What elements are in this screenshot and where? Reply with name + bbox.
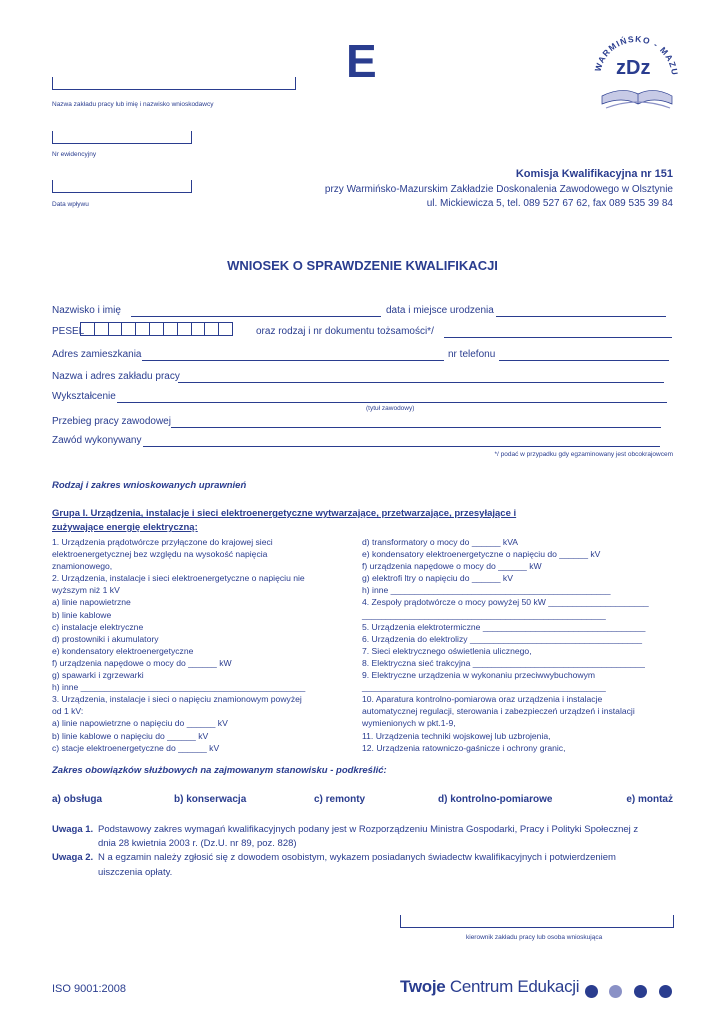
note-2-label: Uwaga 2. — [52, 852, 94, 863]
note-1-text-a: Podstawowy zakres wymagań kwalifikacyjnych podany jest w Rozporządzeniu Ministra Gospodarki, Pracy i Polityki Społecznej z — [98, 824, 639, 835]
list-item[interactable]: 12. Urządzenia ratowniczo-gaśnicze i ochrony granic, — [362, 742, 566, 753]
list-item[interactable]: b) linie kablowe o napięciu do ______ kV — [52, 730, 209, 741]
profession-label: Zawód wykonywany — [52, 435, 142, 446]
left-scope-list — [52, 536, 352, 754]
commission-line-1: przy Warmińsko-Mazurskim Zakładzie Doskonalenia Zawodowego w Olsztynie — [324, 184, 673, 195]
iso-label: ISO 9001:2008 — [52, 983, 127, 995]
received-date-field[interactable] — [52, 180, 192, 193]
brand-bold: Twoje — [400, 977, 446, 996]
list-item[interactable]: h) inne ______________________________________________ — [362, 585, 611, 596]
duties-heading: Zakres obowiązków służbowych na zajmowanym stanowisku - podkreślić: — [52, 765, 387, 776]
note-2-text-a: N a egzamin należy zgłosić się z dowodem osobistym, wykazem posiadanych świadectw kwalifikacyjnych i potwierdzeniem — [98, 852, 616, 863]
brand-dot-2 — [609, 985, 622, 998]
name-label: Nazwisko i imię — [52, 305, 121, 316]
brand-name — [400, 977, 579, 997]
list-item[interactable]: b) linie kablowe — [52, 609, 112, 620]
employer-label: Nazwa zakładu pracy lub imię i nazwisko wnioskodawcy — [52, 101, 214, 108]
signature-label: kierownik zakładu pracy lub osoba wnioskująca — [466, 934, 603, 941]
career-label: Przebieg pracy zawodowej — [52, 416, 171, 427]
duty-option-measurement[interactable]: d) kontrolno-pomiarowe — [438, 794, 553, 805]
id-document-label: oraz rodzaj i nr dokumentu tożsamości*/ — [256, 326, 434, 337]
record-number-label: Nr ewidencyjny — [52, 151, 97, 158]
note-1-label: Uwaga 1. — [52, 824, 94, 835]
list-item: wyższym niż 1 kV — [52, 585, 120, 596]
signature-field[interactable] — [400, 915, 674, 928]
duty-option-maintenance[interactable]: b) konserwacja — [174, 794, 247, 805]
logo-arc-text: WARMIŃSKO - MAZU — [592, 33, 681, 77]
address-field[interactable] — [142, 348, 444, 361]
brand-dot-1 — [585, 985, 598, 998]
list-item[interactable]: e) kondensatory elektroenergetyczne — [52, 645, 194, 656]
education-label: Wykształcenie — [52, 391, 116, 402]
commission-line-2: ul. Mickiewicza 5, tel. 089 527 67 62, fax 089 535 39 84 — [426, 198, 673, 209]
list-item[interactable]: a) linie napowietrzne — [52, 597, 131, 608]
address-label: Adres zamieszkania — [52, 349, 142, 360]
list-item[interactable]: c) stacje elektroenergetyczne do ______ kV — [52, 742, 220, 753]
list-item: ___________________________________________________ — [362, 609, 606, 620]
received-date-label: Data wpływu — [52, 201, 89, 208]
pesel-label: PESEL — [52, 326, 85, 337]
list-item[interactable]: f) urządzenia napędowe o mocy do ______ kW — [52, 657, 232, 668]
list-item: znamionowego, — [52, 561, 113, 572]
phone-field[interactable] — [499, 348, 669, 361]
list-item[interactable]: g) spawarki i zgrzewarki — [52, 670, 144, 681]
phone-label: nr telefonu — [448, 349, 496, 360]
foreigner-footnote: */ podać w przypadku gdy egzaminowany jest obcokrajowcem — [494, 451, 673, 458]
list-item[interactable]: 10. Aparatura kontrolno-pomiarowa oraz urządzenia i instalacje — [362, 694, 603, 705]
title-hint: (tytuł zawodowy) — [366, 405, 415, 412]
duty-option-assembly[interactable]: e) montaż — [626, 794, 673, 805]
list-item[interactable]: c) instalacje elektryczne — [52, 621, 144, 632]
note-1-text-b: dnia 28 kwietnia 2003 r. (Dz.U. nr 89, poz. 828) — [98, 838, 297, 849]
zdz-logo-graphic — [588, 16, 684, 120]
list-item[interactable]: 8. Elektryczna sieć trakcyjna ____________________________________ — [362, 657, 645, 668]
list-item[interactable]: f) urządzenia napędowe o mocy do ______ kW — [362, 561, 542, 572]
duty-option-operation[interactable]: a) obsługa — [52, 794, 103, 805]
list-item[interactable]: 4. Zespoły prądotwórcze o mocy powyżej 50 kW _____________________ — [362, 597, 649, 608]
commission-title: Komisja Kwalifikacyjna nr 151 — [515, 168, 673, 180]
list-item: ___________________________________________________ — [362, 682, 606, 693]
list-item[interactable]: a) linie napowietrzne o napięciu do ______ kV — [52, 718, 228, 729]
id-document-field[interactable] — [444, 325, 672, 338]
education-field[interactable] — [117, 390, 667, 403]
zdz-logo — [588, 16, 684, 120]
list-item[interactable]: d) transformatory o mocy do ______ kVA — [362, 537, 519, 547]
scope-heading: Rodzaj i zakres wnioskowanych uprawnień — [52, 480, 247, 491]
list-item: automatycznej regulacji, sterowania i zabezpieczeń urządzeń i instalacji — [362, 706, 635, 717]
list-item[interactable]: 5. Urządzenia elektrotermiczne __________________________________ — [362, 621, 646, 632]
employer-address-field[interactable] — [178, 370, 664, 383]
list-item[interactable]: 7. Sieci elektrycznego oświetlenia ulicznego, — [362, 645, 532, 656]
form-letter: E — [346, 35, 377, 87]
list-item[interactable]: 9. Elektryczne urządzenia w wykonaniu przeciwwybuchowym — [362, 670, 596, 681]
right-scope-list — [362, 536, 677, 754]
list-item[interactable]: 2. Urządzenia, instalacje i sieci elektroenergetyczne o napięciu nie — [52, 573, 305, 584]
list-item: elektroenergetycznej bez względu na wysokość napięcia — [52, 549, 268, 560]
brand-dot-4 — [659, 985, 672, 998]
group-heading-2: zużywające energię elektryczną: — [52, 522, 198, 533]
note-2-text-b: uiszczenia opłaty. — [98, 867, 173, 878]
page-title: WNIOSEK O SPRAWDZENIE KWALIFIKACJI — [227, 258, 498, 273]
employer-field[interactable] — [52, 77, 296, 90]
employer-address-label: Nazwa i adres zakładu pracy — [52, 371, 180, 382]
group-heading-1: Grupa I. Urządzenia, instalacje i sieci elektroenergetyczne wytwarzające, przetwarzające, przesyłające i — [52, 508, 517, 519]
list-item: wymienionych w pkt.1-9, — [362, 718, 456, 729]
duty-option-repairs[interactable]: c) remonty — [314, 794, 366, 805]
brand-rest: Centrum Edukacji — [449, 977, 580, 996]
birth-label: data i miejsce urodzenia — [386, 305, 494, 316]
record-number-field[interactable] — [52, 131, 192, 144]
list-item[interactable]: 11. Urządzenia techniki wojskowej lub uzbrojenia, — [362, 730, 551, 741]
brand-dot-3 — [634, 985, 647, 998]
birth-field[interactable] — [496, 304, 666, 317]
name-field[interactable] — [131, 304, 381, 317]
list-item[interactable]: e) kondensatory elektroenergetyczne o napięciu do ______ kV — [362, 549, 601, 560]
list-item[interactable]: 6. Urządzenia do elektrolizy ____________________________________ — [362, 633, 643, 644]
list-item[interactable]: 3. Urządzenia, instalacje i sieci o napięciu znamionowym powyżej — [52, 694, 302, 705]
profession-field[interactable] — [143, 434, 660, 447]
career-field[interactable] — [171, 415, 661, 428]
list-item[interactable]: g) elektrofi ltry o napięciu do ______ kV — [362, 573, 513, 584]
list-item[interactable]: h) inne _______________________________________________ — [52, 682, 306, 693]
list-item[interactable]: d) prostowniki i akumulatory — [52, 633, 159, 644]
logo-text: zDz — [616, 57, 651, 79]
pesel-boxes[interactable] — [80, 322, 233, 336]
list-item: od 1 kV: — [52, 706, 84, 717]
list-item[interactable]: 1. Urządzenia prądotwórcze przyłączone do krajowej sieci — [52, 537, 273, 547]
